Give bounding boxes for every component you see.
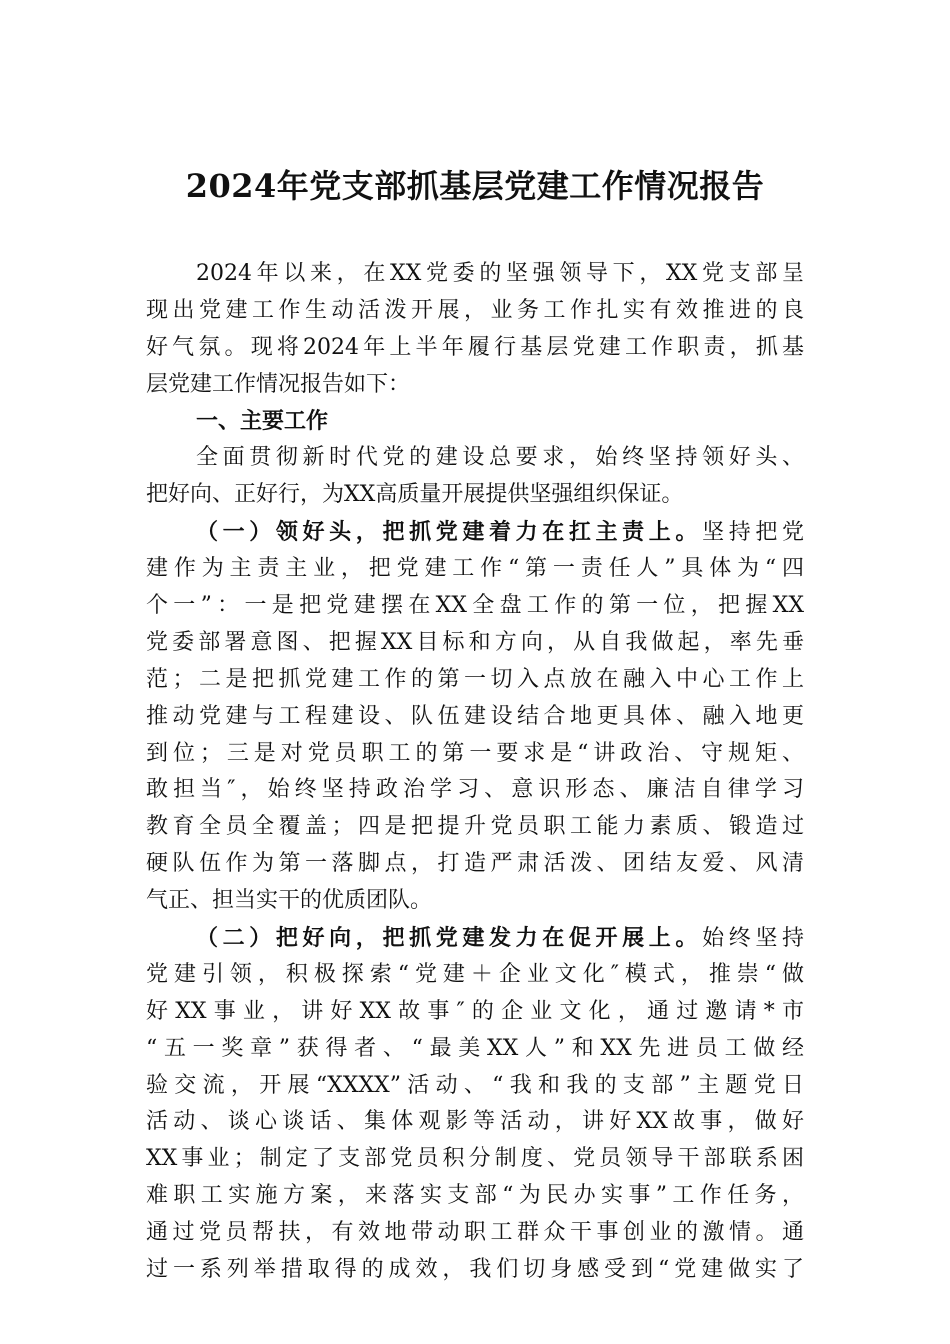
- document-body: [146, 256, 804, 1289]
- subsection-heading: （二）把好向，把抓党建发力在促开展上。: [196, 925, 703, 952]
- paragraph-line: 验交流，开展“XXXX”活动、“我和我的支部”主题党日: [146, 1072, 804, 1098]
- paragraph-line: 难职工实施方案，来落实支部“为民办实事”工作任务，: [146, 1183, 804, 1209]
- section-heading: 一、主要工作: [196, 408, 329, 434]
- paragraph-line: 党建引领，积极探索“党建＋企业文化″模式，推崇“做: [146, 961, 804, 987]
- subsection-heading: （一）领好头，把抓党建着力在扛主责上。: [196, 519, 703, 546]
- paragraph-line: 活动、谈心谈话、集体观影等活动，讲好XX故事，做好: [146, 1109, 804, 1135]
- subsection-first-line: [146, 514, 804, 551]
- paragraph-line: 到位；三是对党员职工的第一要求是“讲政治、守规矩、: [146, 740, 804, 766]
- section-line: 把好向、正好行，为XX高质量开展提供坚强组织保证。: [146, 482, 684, 508]
- section-line: 全面贯彻新时代党的建设总要求，始终坚持领好头、: [196, 445, 804, 471]
- intro-line: 好气氛。现将2024年上半年履行基层党建工作职责，抓基: [146, 334, 804, 360]
- paragraph-line: XX事业；制定了支部党员积分制度、党员领导干部联系困: [146, 1146, 804, 1172]
- subsection-text: 坚持把党: [702, 520, 804, 546]
- paragraph-line: 敢担当″，始终坚持政治学习、意识形态、廉洁自律学习: [146, 777, 804, 803]
- paragraph-line: 好XX事业，讲好XX故事″的企业文化，通过邀请*市: [146, 998, 804, 1024]
- paragraph-line: 气正、担当实干的优质团队。: [146, 888, 433, 914]
- paragraph-line: 过一系列举措取得的成效，我们切身感受到“党建做实了: [146, 1257, 804, 1283]
- paragraph-line: 建作为主责主业，把党建工作“第一责任人”具体为“四: [146, 556, 804, 582]
- paragraph-line: 个一”：一是把党建摆在XX全盘工作的第一位，把握XX: [146, 593, 804, 619]
- intro-line: 现出党建工作生动活泼开展，业务工作扎实有效推进的良: [146, 297, 804, 323]
- intro-line: 层党建工作情况报告如下：: [146, 371, 411, 397]
- subsection-first-line: [146, 920, 804, 957]
- paragraph-line: 推动党建与工程建设、队伍建设结合地更具体、融入地更: [146, 703, 804, 729]
- paragraph-line: 党委部署意图、把握XX目标和方向，从自我做起，率先垂: [146, 629, 804, 655]
- intro-line: 2024年以来，在XX党委的坚强领导下，XX党支部呈: [196, 261, 804, 286]
- subsection-text: 始终坚持: [702, 926, 804, 952]
- paragraph-line: 通过党员帮扶，有效地带动职工群众干事创业的激情。通: [146, 1220, 804, 1246]
- paragraph-line: 范；二是把抓党建工作的第一切入点放在融入中心工作上: [146, 666, 804, 692]
- paragraph-line: “五一奖章”获得者、“最美XX人”和XX先进员工做经: [146, 1035, 804, 1061]
- document-title: 2024年党支部抓基层党建工作情况报告: [185, 167, 765, 205]
- paragraph-line: 硬队伍作为第一落脚点，打造严肃活泼、团结友爱、风清: [146, 851, 804, 877]
- paragraph-line: 教育全员全覆盖；四是把提升党员职工能力素质、锻造过: [146, 814, 804, 840]
